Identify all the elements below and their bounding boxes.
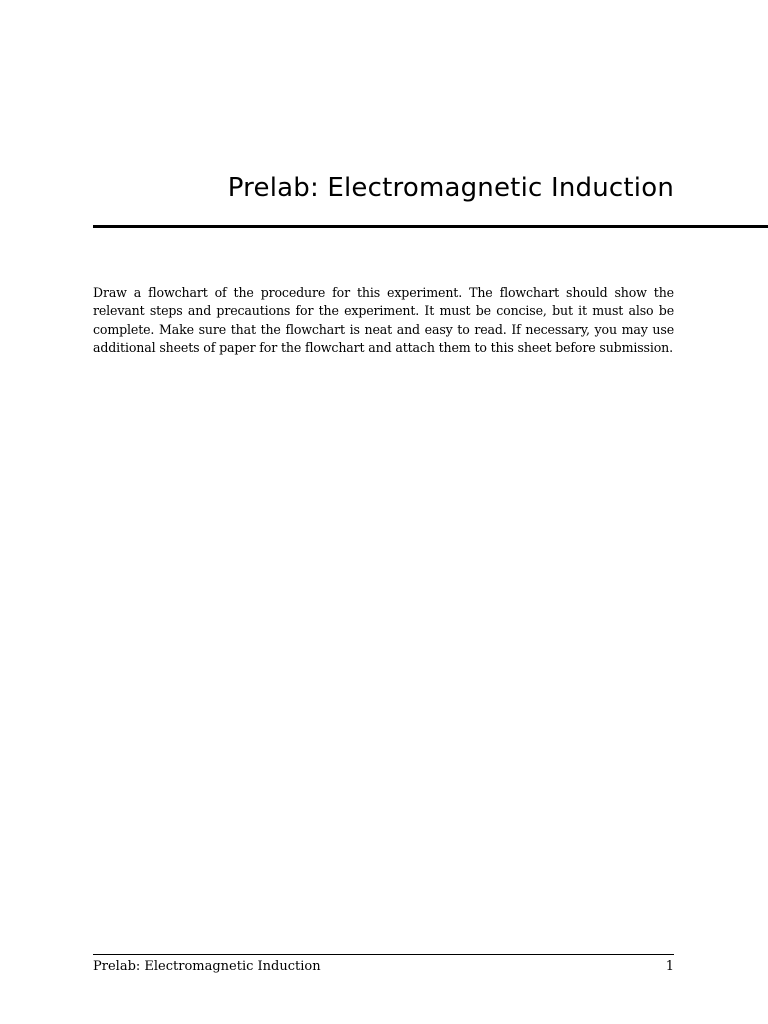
footer-running-title: Prelab: Electromagnetic Induction [93,959,321,974]
footer-divider [93,954,674,955]
page-title: Prelab: Electromagnetic Induction [227,173,674,203]
instructions-paragraph: Draw a flowchart of the procedure for this experiment. The flowchart should show the relevant steps and precautions for the experiment. It must be concise, but it must also be complete. Make sure that the flowchart is neat and easy to read. If necessary, you may use additional sheets of paper for the flowchart and attach them to this sheet before submission. [93,285,674,356]
footer-page-number: 1 [665,959,674,974]
title-divider [93,225,768,228]
